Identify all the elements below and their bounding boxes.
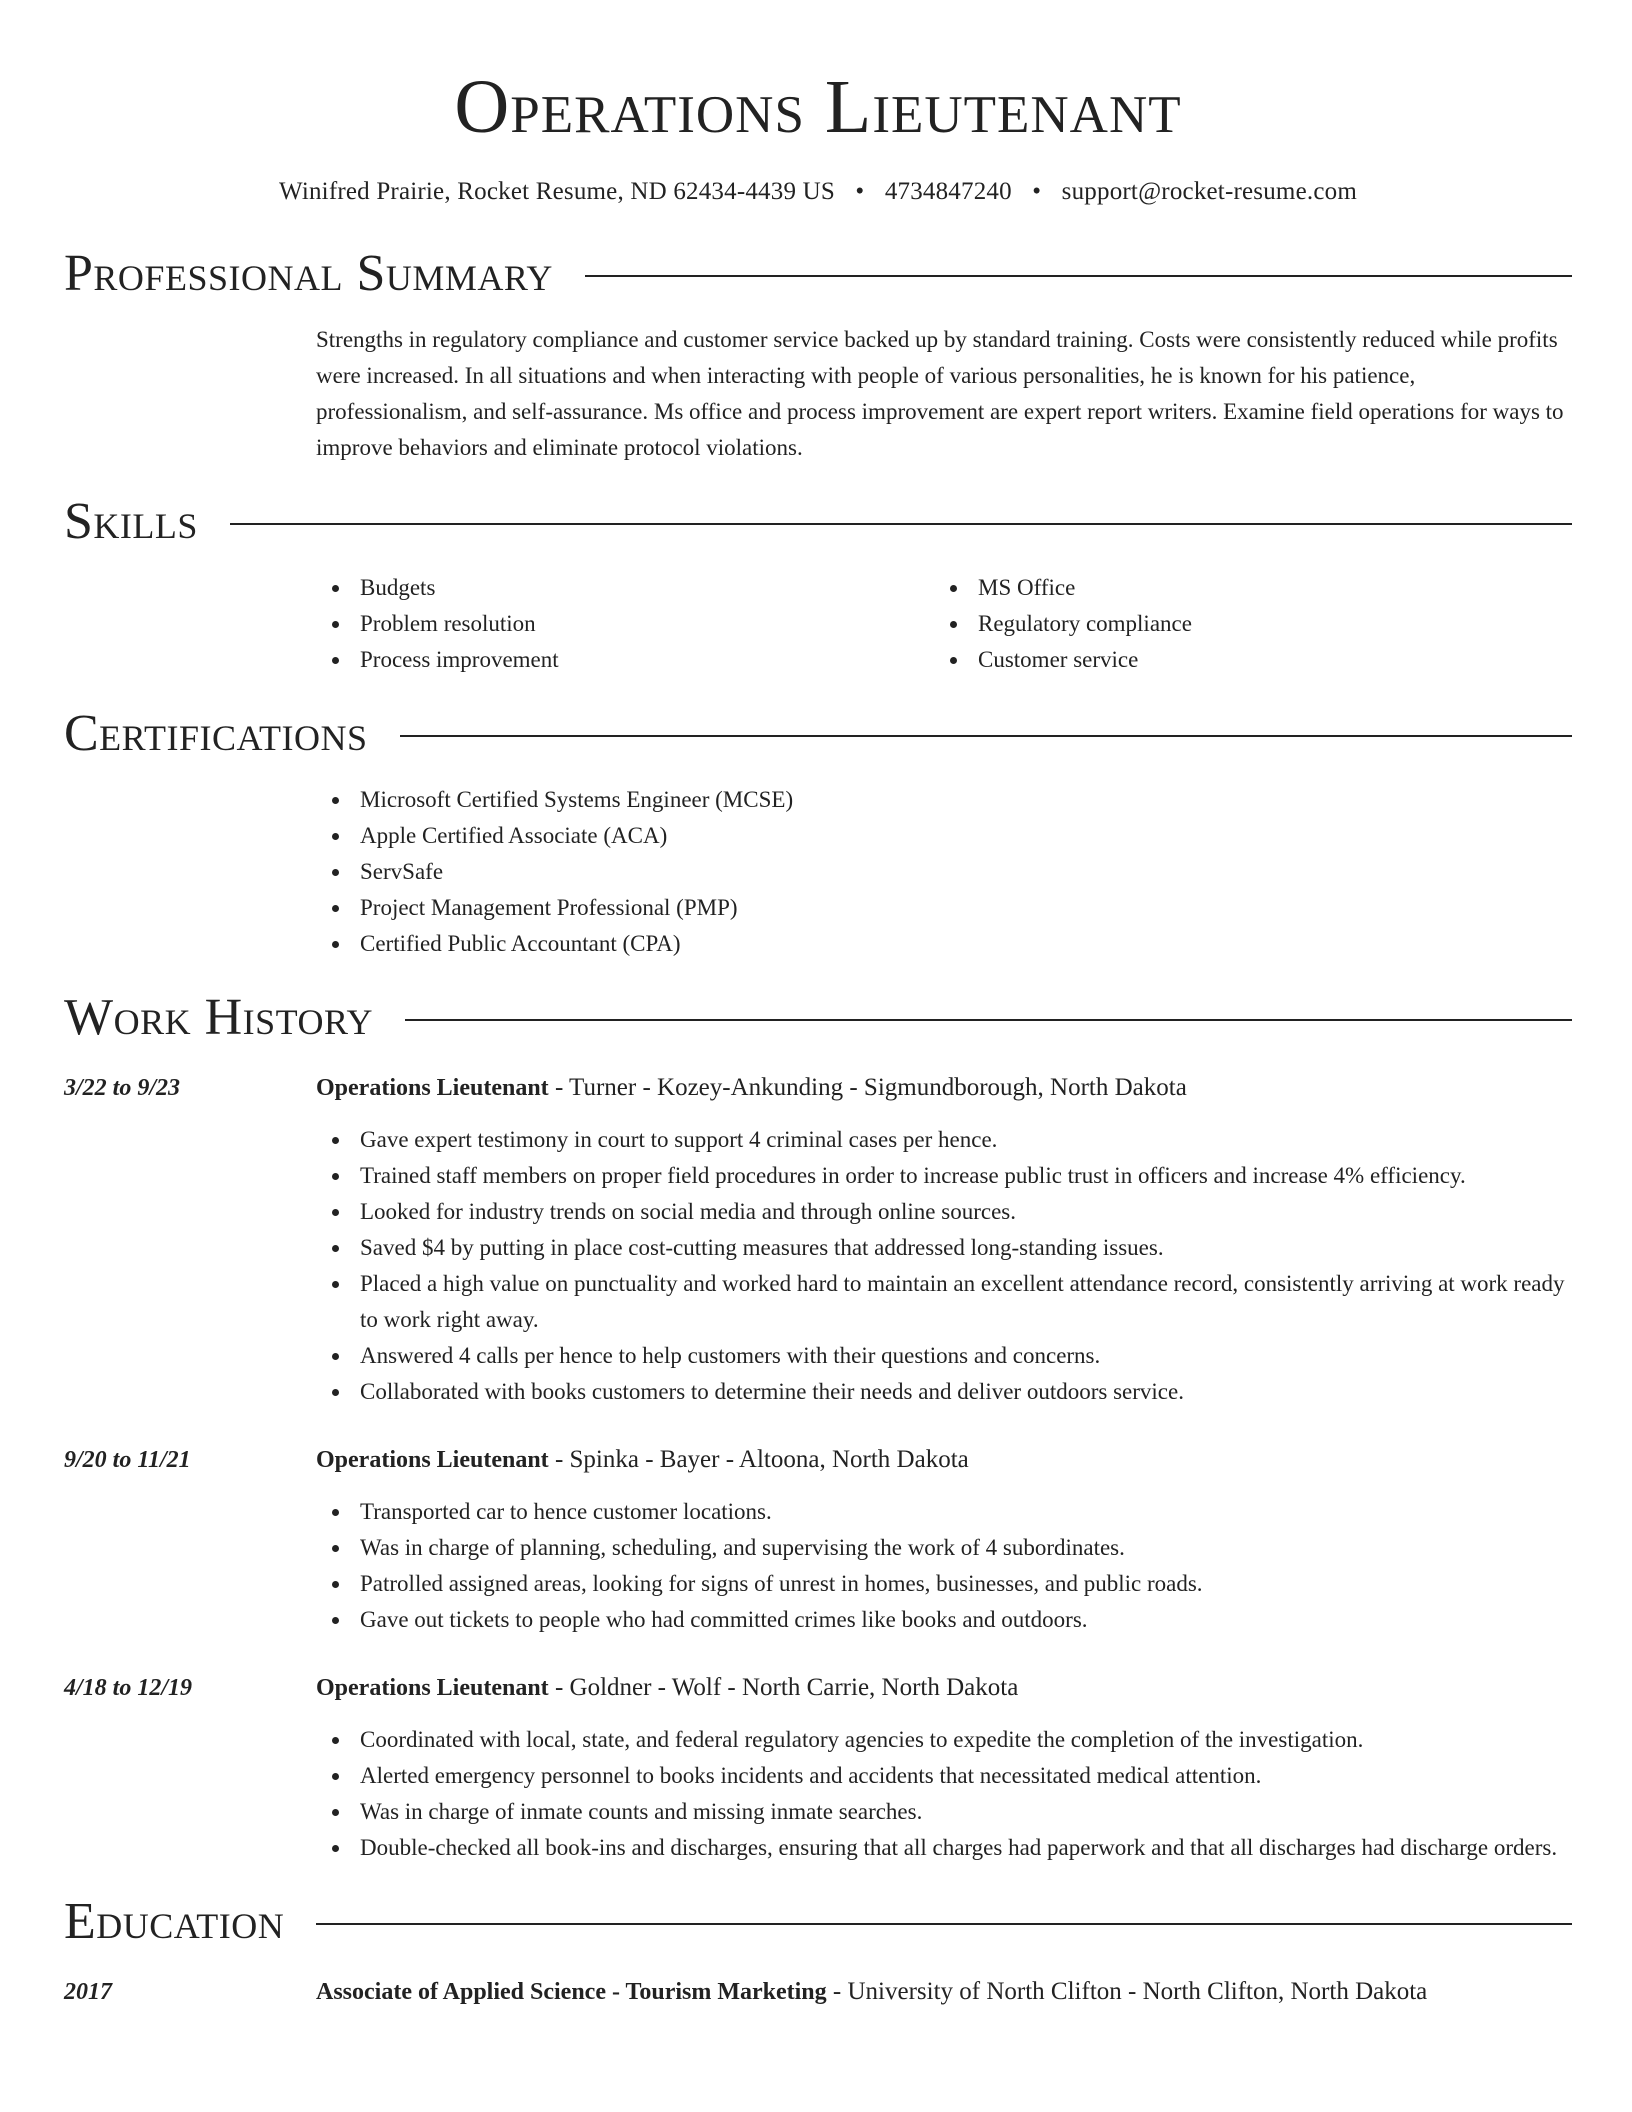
certification-item: Project Management Professional (PMP) (316, 890, 1572, 926)
section-rule (400, 735, 1572, 737)
job-bullet: Gave expert testimony in court to support 4 criminal cases per hence. (316, 1122, 1572, 1158)
job-employer: - Spinka - Bayer - Altoona, North Dakota (548, 1446, 969, 1473)
job-bullet: Alerted emergency personnel to books incidents and accidents that necessitated medical attention. (316, 1758, 1572, 1794)
summary-text: Strengths in regulatory compliance and customer service backed up by standard training. Costs were consistently reduced while profits were increased. In all situations and when interacting with people of various personalities, he is known for his patience, professionalism, and self-assurance. Ms office and process improvement are expert report writers. Examine field operations for ways to improve behaviors and eliminate protocol violations. (316, 327, 1564, 460)
job-bullet: Was in charge of inmate counts and missing inmate searches. (316, 1794, 1572, 1830)
education-school: - University of North Clifton - North Clifton, North Dakota (826, 1978, 1428, 2005)
job-bullet: Answered 4 calls per hence to help customers with their questions and concerns. (316, 1338, 1572, 1374)
skills-section-header (64, 488, 1572, 556)
summary-section-header (64, 240, 1572, 308)
contact-line (64, 174, 1572, 210)
job-employer: - Goldner - Wolf - North Carrie, North Dakota (548, 1674, 1019, 1701)
job-title: Operations Lieutenant (316, 1675, 549, 1701)
work-history-section-header (64, 984, 1572, 1052)
certifications-list (316, 782, 1572, 962)
job-dates: 4/18 to 12/19 (64, 1675, 193, 1701)
job-entry (64, 1442, 1572, 1638)
job-dates: 3/22 to 9/23 (64, 1075, 181, 1101)
skill-item: Problem resolution (316, 606, 934, 642)
job-dates: 9/20 to 11/21 (64, 1447, 191, 1473)
contact-separator: • (855, 178, 865, 205)
job-employer: - Turner - Kozey-Ankunding - Sigmundborough, North Dakota (548, 1074, 1187, 1101)
certification-item: Certified Public Accountant (CPA) (316, 926, 1572, 962)
skills-column-right (934, 570, 1552, 678)
contact-address: Winifred Prairie, Rocket Resume, ND 62434-4439 US (279, 178, 835, 205)
job-bullet: Gave out tickets to people who had committed crimes like books and outdoors. (316, 1602, 1572, 1638)
job-entry (64, 1070, 1572, 1410)
education-section-header (64, 1888, 1572, 1956)
job-bullets (316, 1722, 1572, 1866)
job-bullet: Patrolled assigned areas, looking for signs of unrest in homes, businesses, and public roads. (316, 1566, 1572, 1602)
job-bullet: Looked for industry trends on social media and through online sources. (316, 1194, 1572, 1230)
job-bullet: Collaborated with books customers to determine their needs and deliver outdoors service. (316, 1374, 1572, 1410)
job-title: Operations Lieutenant (316, 1075, 549, 1101)
job-header (64, 1070, 1572, 1106)
section-rule (585, 275, 1572, 277)
job-bullet: Was in charge of planning, scheduling, and supervising the work of 4 subordinates. (316, 1530, 1572, 1566)
job-bullet: Transported car to hence customer locations. (316, 1494, 1572, 1530)
section-rule (405, 1019, 1572, 1021)
job-bullets (316, 1494, 1572, 1638)
job-bullet: Placed a high value on punctuality and worked hard to maintain an excellent attendance record, consistently arriving at work ready to work right away. (316, 1266, 1572, 1338)
summary-heading: Professional Summary (64, 245, 553, 302)
work-history-heading: Work History (64, 989, 374, 1046)
skill-item: Budgets (316, 570, 934, 606)
skill-item: Customer service (934, 642, 1552, 678)
resume-page (64, 0, 1572, 2010)
contact-separator: • (1032, 178, 1042, 205)
job-bullet: Saved $4 by putting in place cost-cutting measures that addressed long-standing issues. (316, 1230, 1572, 1266)
job-title: Operations Lieutenant (316, 1447, 549, 1473)
skill-item: Regulatory compliance (934, 606, 1552, 642)
certifications-section-header (64, 700, 1572, 768)
contact-email: support@rocket-resume.com (1061, 178, 1357, 205)
certifications-heading: Certifications (64, 705, 368, 762)
education-year: 2017 (64, 1979, 112, 2005)
resume-title: Operations Lieutenant (454, 65, 1182, 149)
job-bullet: Coordinated with local, state, and federal regulatory agencies to expedite the completion of the investigation. (316, 1722, 1572, 1758)
job-bullet: Trained staff members on proper field procedures in order to increase public trust in officers and increase 4% efficiency. (316, 1158, 1572, 1194)
job-entry (64, 1670, 1572, 1866)
certification-item: Apple Certified Associate (ACA) (316, 818, 1572, 854)
job-header (64, 1670, 1572, 1706)
section-rule (230, 523, 1572, 525)
skills-list (316, 570, 1572, 678)
job-header (64, 1442, 1572, 1478)
contact-phone: 4734847240 (884, 178, 1012, 205)
job-bullets (316, 1122, 1572, 1410)
skills-heading: Skills (64, 493, 198, 550)
section-rule (316, 1923, 1572, 1925)
education-heading: Education (64, 1893, 285, 1950)
education-entry (64, 1974, 1572, 2010)
skill-item: MS Office (934, 570, 1552, 606)
skill-item: Process improvement (316, 642, 934, 678)
certification-item: Microsoft Certified Systems Engineer (MCSE) (316, 782, 1572, 818)
skills-column-left (316, 570, 934, 678)
education-degree: Associate of Applied Science - Tourism Marketing (316, 1979, 827, 2005)
job-bullet: Double-checked all book-ins and discharges, ensuring that all charges had paperwork and that all discharges had discharge orders. (316, 1830, 1572, 1866)
certification-item: ServSafe (316, 854, 1572, 890)
